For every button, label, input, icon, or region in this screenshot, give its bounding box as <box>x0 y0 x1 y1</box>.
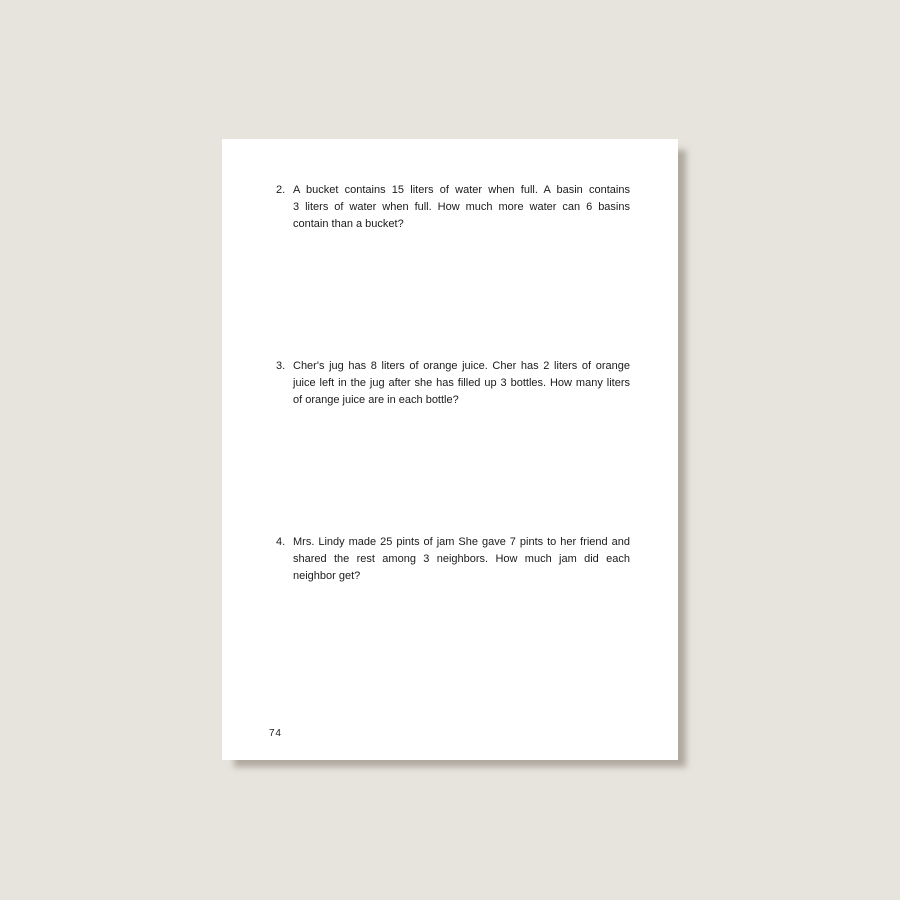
problem-text <box>293 534 630 585</box>
problem-text-line: juice left in the jug after she has filled up 3 bottles. How many liters <box>293 377 630 389</box>
problem-text-line: contain than a bucket? <box>293 218 404 230</box>
problem-number: 2. <box>276 184 286 196</box>
problem-text-line: A bucket contains 15 liters of water when full. A basin contains <box>293 184 630 196</box>
problem-text-line: Mrs. Lindy made 25 pints of jam She gave 7 pints to her friend and <box>293 536 630 548</box>
problem-text-line: neighbor get? <box>293 570 361 582</box>
problem-text-line: 3 liters of water when full. How much more water can 6 basins <box>293 201 630 213</box>
problem-item-3 <box>276 358 630 409</box>
problem-text <box>293 182 630 233</box>
problem-number: 3. <box>276 360 286 372</box>
problem-text-line: of orange juice are in each bottle? <box>293 394 459 406</box>
problem-text-line: shared the rest among 3 neighbors. How much jam did each <box>293 553 630 565</box>
page-number: 74 <box>269 728 282 739</box>
problem-text <box>293 358 630 409</box>
problem-item-2 <box>276 182 630 233</box>
workbook-page <box>222 139 678 760</box>
problem-item-4 <box>276 534 630 585</box>
problem-text-line: Cher's jug has 8 liters of orange juice. Cher has 2 liters of orange <box>293 360 630 372</box>
problem-number: 4. <box>276 536 286 548</box>
